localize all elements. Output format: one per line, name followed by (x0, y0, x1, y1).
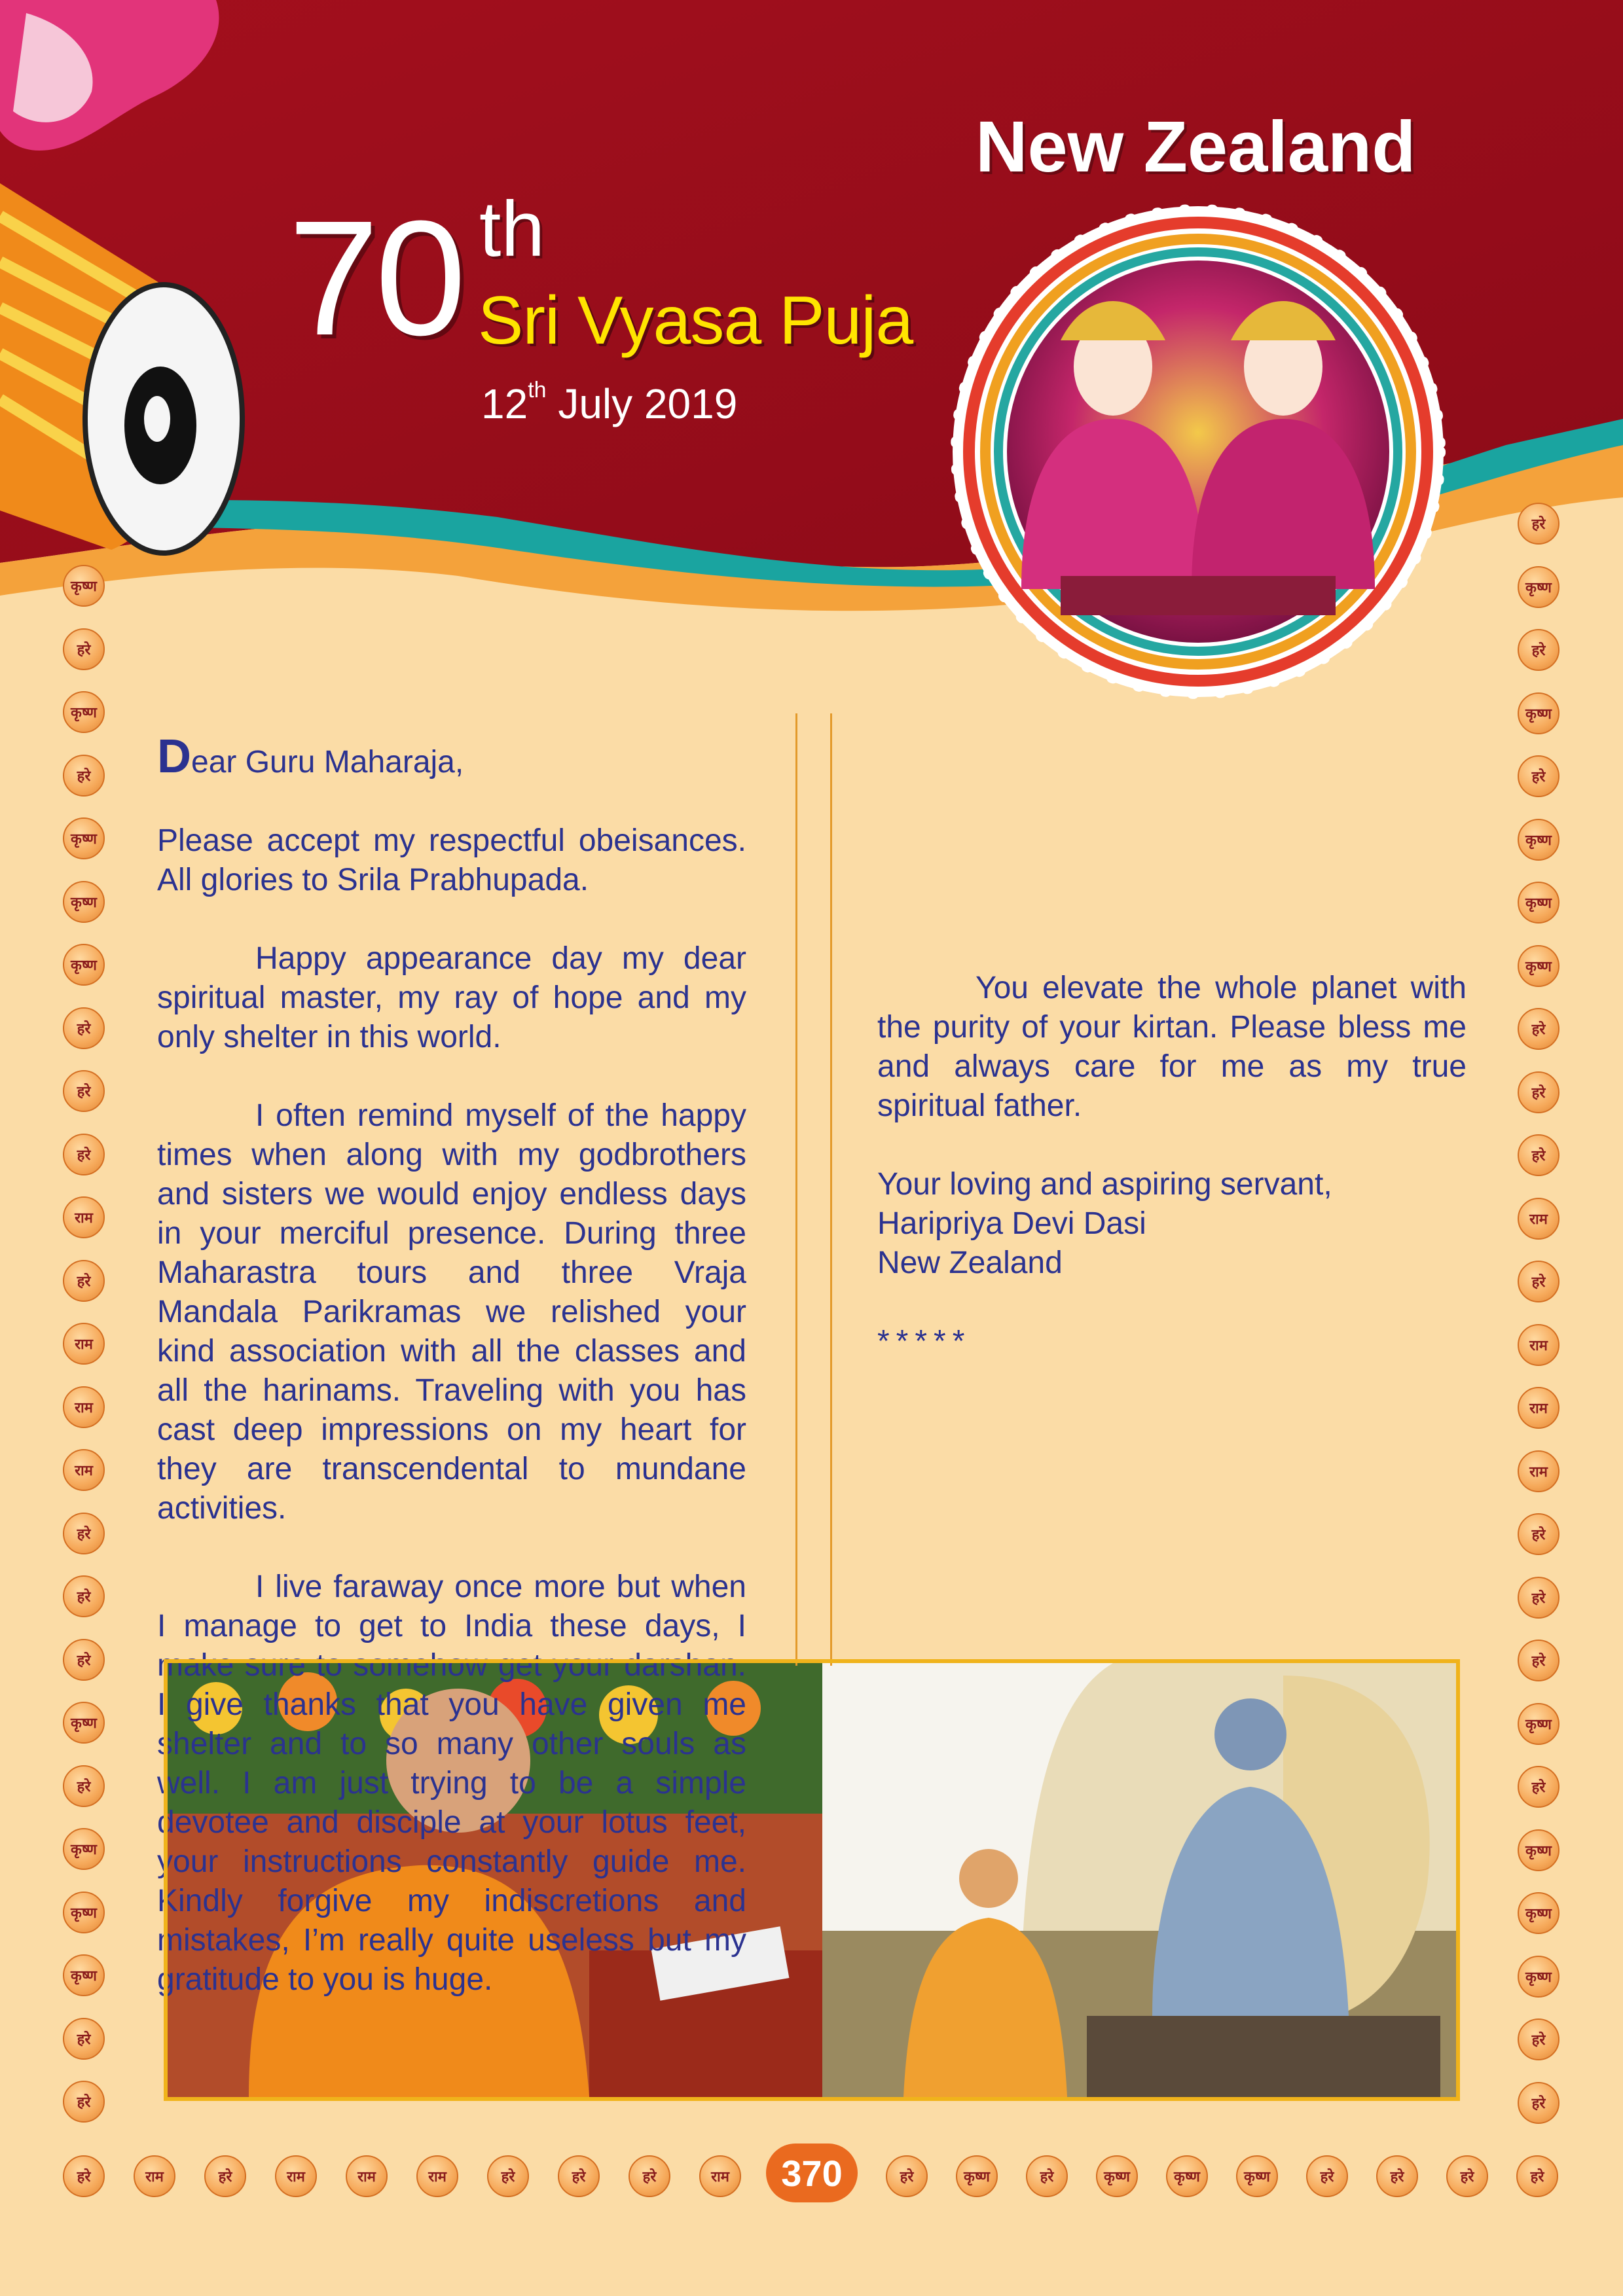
bottom-border-bead: हरे (204, 2155, 246, 2197)
right-border-bead: हरे (1518, 1640, 1559, 1681)
right-border-bead: हरे (1518, 1577, 1559, 1619)
bottom-border-bead: हरे (1516, 2155, 1558, 2197)
right-border-bead: हरे (1518, 1513, 1559, 1555)
bottom-border-bead: हरे (487, 2155, 529, 2197)
letter-paragraph-1: Please accept my respectful obeisances. All glories to Srila Prabhupada. (157, 823, 746, 897)
left-border-bead: हरे (63, 755, 105, 797)
right-border-bead: हरे (1518, 2018, 1559, 2060)
photo-frame (164, 1659, 1460, 2101)
left-border-bead: राम (63, 1323, 105, 1365)
bottom-border-bead: कृष्ण (956, 2155, 998, 2197)
right-border-bead: कृष्ण (1518, 819, 1559, 861)
left-border-bead: हरे (63, 1070, 105, 1112)
left-border-bead: हरे (63, 1134, 105, 1175)
anniversary-number: 70 (288, 187, 463, 369)
bottom-border-bead: कृष्ण (1236, 2155, 1278, 2197)
right-border-bead: कृष्ण (1518, 945, 1559, 987)
bottom-border-bead: हरे (558, 2155, 600, 2197)
right-border-bead: हरे (1518, 1008, 1559, 1050)
left-border-bead: राम (63, 1196, 105, 1238)
left-border-bead: हरे (63, 1007, 105, 1049)
date-day: 12 (481, 380, 528, 427)
left-border-bead: कृष्ण (63, 881, 105, 923)
salutation-text: ear Guru Maharaja, (191, 745, 464, 780)
left-border-bead: हरे (63, 1260, 105, 1302)
right-border-bead: राम (1518, 1450, 1559, 1492)
bottom-border-bead: राम (699, 2155, 741, 2197)
left-border-bead: हरे (63, 2018, 105, 2060)
end-mark: ***** (877, 1324, 972, 1359)
left-border-bead: हरे (63, 1513, 105, 1554)
left-border-bead: कृष्ण (63, 1828, 105, 1870)
left-border-bead: हरे (63, 628, 105, 670)
date-rest: July 2019 (546, 380, 738, 427)
letter-paragraph-2: Happy appearance day my dear spiritual master, my ray of hope and my only shelter in this world. (157, 941, 746, 1054)
region-title: New Zealand (976, 107, 1416, 187)
left-border-bead: कृष्ण (63, 1702, 105, 1744)
right-border-bead: कृष्ण (1518, 1829, 1559, 1871)
salutation (157, 730, 746, 783)
right-border-bead: हरे (1518, 1134, 1559, 1176)
bottom-border-bead: राम (275, 2155, 317, 2197)
bottom-border-bead: हरे (1026, 2155, 1068, 2197)
right-border-bead: हरे (1518, 1766, 1559, 1808)
right-border-bead: राम (1518, 1324, 1559, 1366)
right-border-bead: हरे (1518, 1071, 1559, 1113)
left-border-bead: हरे (63, 1575, 105, 1617)
right-border-bead: कृष्ण (1518, 692, 1559, 734)
right-border-bead: राम (1518, 1198, 1559, 1240)
bottom-border-bead: हरे (1306, 2155, 1348, 2197)
bottom-border-bead: राम (346, 2155, 388, 2197)
closing-line: Your loving and aspiring servant, (877, 1167, 1332, 1202)
bottom-border-bead: हरे (1446, 2155, 1488, 2197)
event-date (481, 378, 738, 427)
right-border-bead: हरे (1518, 629, 1559, 671)
deity-medallion (953, 206, 1444, 697)
right-border-bead: हरे (1518, 2082, 1559, 2124)
bottom-border-bead: हरे (63, 2155, 105, 2197)
right-border-bead: कृष्ण (1518, 1703, 1559, 1745)
left-border-bead: हरे (63, 1639, 105, 1681)
left-border-bead: कृष्ण (63, 1954, 105, 1996)
right-border-bead: कृष्ण (1518, 1956, 1559, 1998)
page-number: 370 (766, 2144, 858, 2202)
right-border-bead: कृष्ण (1518, 1892, 1559, 1934)
left-border-bead: राम (63, 1449, 105, 1491)
right-border-bead: हरे (1518, 755, 1559, 797)
bottom-border-bead: राम (134, 2155, 175, 2197)
signature-place: New Zealand (877, 1246, 1063, 1280)
left-border-bead: कृष्ण (63, 691, 105, 733)
left-border-bead: कृष्ण (63, 817, 105, 859)
anniversary-suffix: th (479, 185, 545, 273)
bottom-border-bead: हरे (1376, 2155, 1418, 2197)
letter-paragraph-4: I live faraway once more but when I manage to get to India these days, I make sure to somehow get your darshan. I give thanks that you have given me shelter and to so many other souls as well. I am just trying to be a simple devotee and disciple at your lotus feet, your instructions constantly guide me. Kindly forgive my indiscretions and mistakes, I’m really quite useless but my gratitude to you is huge. (157, 1570, 746, 1997)
left-border-bead: कृष्ण (63, 1892, 105, 1933)
bottom-border-bead: कृष्ण (1166, 2155, 1208, 2197)
bottom-border-bead: हरे (886, 2155, 928, 2197)
letter-column-right (877, 969, 1467, 1401)
left-border-bead: कृष्ण (63, 565, 105, 607)
bottom-border-bead: राम (416, 2155, 458, 2197)
bottom-border-bead: कृष्ण (1096, 2155, 1138, 2197)
bottom-border-bead: हरे (629, 2155, 670, 2197)
right-border-bead: कृष्ण (1518, 882, 1559, 924)
date-suffix: th (528, 378, 547, 403)
closing-block (877, 1165, 1467, 1283)
signature-name: Haripriya Devi Dasi (877, 1206, 1146, 1241)
left-border-bead: कृष्ण (63, 944, 105, 986)
column-divider (795, 713, 832, 1666)
left-border-bead: हरे (63, 1765, 105, 1807)
right-border-bead: कृष्ण (1518, 566, 1559, 608)
salutation-initial: D (157, 730, 191, 783)
left-border-bead: राम (63, 1386, 105, 1428)
letter-paragraph-5: You elevate the whole planet with the purity of your kirtan. Please bless me and always care for me as my true spiritual father. (877, 971, 1467, 1123)
left-border-bead: हरे (63, 2081, 105, 2123)
letter-paragraph-3: I often remind myself of the happy times when along with my godbrothers and sisters we would enjoy endless days in your merciful presence. During three Maharastra tours and three Vraja Mandala Parikramas we relished your kind association with all the classes and all the harinams. Traveling with you has cast deep impressions on my heart for they are transcendental to mundane activities. (157, 1098, 746, 1526)
right-border-bead: हरे (1518, 1261, 1559, 1302)
right-border-bead: राम (1518, 1387, 1559, 1429)
right-border-bead: हरे (1518, 503, 1559, 545)
event-title: Sri Vyasa Puja (478, 283, 913, 359)
